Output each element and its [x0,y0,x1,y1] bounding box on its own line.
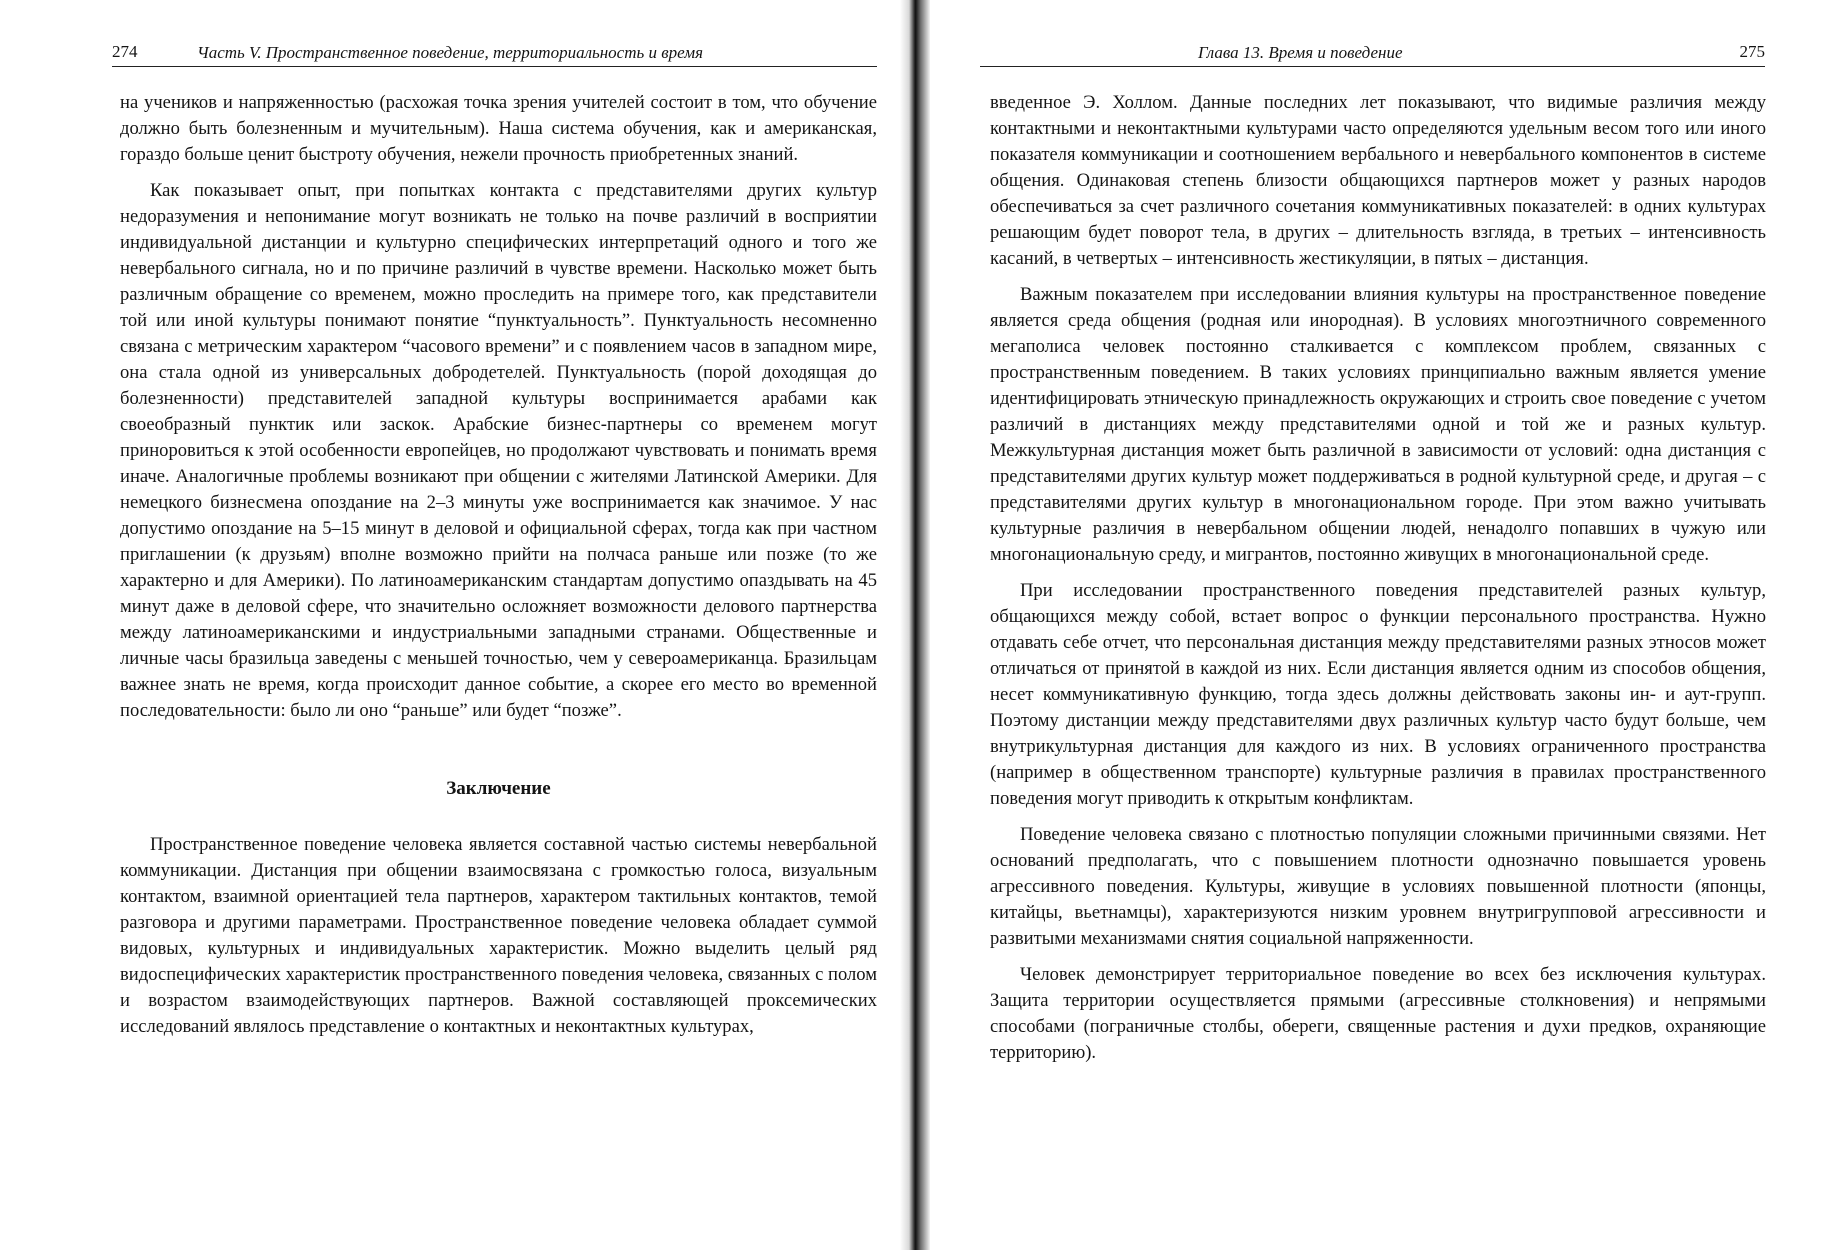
book-gutter [900,0,930,1250]
left-header-title: Часть V. Пространственное поведение, территориальность и время [197,43,703,62]
right-header-title: Глава 13. Время и поведение [1198,43,1403,62]
paragraph: на учеников и напряженностью (расхожая точка зрения учителей состоит в том, что обучение должно быть болезненным и мучительным). Наша система обучения, как и американская, гораздо больше ценит быстроту обучения, нежели прочность приобретенных знаний. [120,92,877,165]
right-page-number: 275 [1739,42,1765,61]
right-page [930,0,1831,1250]
paragraph: При исследовании пространственного поведения представителей разных культур, общающихся между собой, встает вопрос о функции персонального пространства. Нужно отдавать себе отчет, что персональная дистанция между представителями разных этносов может отличаться от принятой в каждой из них. Если дистанция является одним из способов общения, несет коммуникативную функцию, тогда здесь должны действовать законы ин- и аут-групп. Поэтому дистанции между представителями двух различных культур часто будут больше, чем внутрикультурная дистанция для каждого из них. В условиях ограниченного пространства (например в общественном транспорте) культурные различия в правилах пространственного поведения могут приводить к открытым конфликтам. [990,580,1766,809]
paragraph: Поведение человека связано с плотностью популяции сложными причинными связями. Нет оснований предполагать, что с повышением плотности однозначно повышается уровень агрессивного поведения. Культуры, живущие в условиях повышенной плотности (японцы, китайцы, вьетнамцы), характеризуются низким уровнем внутригрупповой агрессивности и развитыми механизмами снятия социальной напряженности. [990,824,1766,949]
right-page-body [990,90,1766,1066]
left-running-header [112,38,877,67]
right-running-header [980,38,1765,67]
paragraph: введенное Э. Холлом. Данные последних лет показывают, что видимые различия между контактными и неконтактными культурами часто определяются удельным весом того или иного показателя коммуникации и соотношением вербального и невербального компонентов в системе общения. Одинаковая степень близости общающихся партнеров может у разных народов обеспечиваться за счет различного сочетания коммуникативных показателей: в одних культурах решающим будет поворот тела, в других – длительность взгляда, в третьих – интенсивность касаний, в четвертых – интенсивность жестикуляции, в пятых – дистанция. [990,92,1766,269]
paragraph: Важным показателем при исследовании влияния культуры на пространственное поведение является среда общения (родная или инородная). В условиях многоэтничного современного мегаполиса человек постоянно сталкивается с комплексом проблем, связанных с пространственным поведением. В таких условиях принципиально важным является умение идентифицировать этническую принадлежность окружающих и строить свое поведение с учетом различий в дистанциях между представителями одной и той же и разных культур. Межкультурная дистанция может быть различной в зависимости от условий: одна дистанция с представителями других культур может поддерживаться в родной культурной среде, и другая – с представителями других культур в многонациональном городе. При этом важно учитывать культурные различия в невербальном общении людей, ненадолго попавших в чужую или многонациональную среду, и мигрантов, постоянно живущих в многонациональной среде. [990,284,1766,565]
paragraph: Пространственное поведение человека является составной частью системы невербальной коммуникации. Дистанция при общении взаимосвязана с громкостью голоса, визуальным контактом, взаимной ориентацией тела партнеров, характером тактильных контактов, темой разговора и другими параметрами. Пространственное поведение человека обладает суммой видовых, культурных и индивидуальных характеристик. Можно выделить целый ряд видоспецифических характеристик пространственного поведения человека, связанных с полом и возрастом взаимодействующих партнеров. Важной составляющей проксемических исследований являлось представление о контактных и неконтактных культурах, [120,834,877,1037]
left-page-body [120,90,877,1040]
paragraph: Как показывает опыт, при попытках контакта с представителями других культур недоразумения и непонимание могут возникать не только на почве различий в восприятии индивидуальной дистанции и культурно специфических интерпретаций одного и того же невербального сигнала, но и по причине различий в чувстве времени. Насколько может быть различным обращение со временем, можно проследить на примере того, как представители той или иной культуры понимают понятие “пунктуальность”. Пунктуальность несомненно связана с метрическим характером “часового времени” и с появлением часов в западном мире, она стала одной из универсальных добродетелей. Пунктуальность (порой доходящая до болезненности) представителей западной культуры воспринимается арабами как своеобразный пунктик или заскок. Арабские бизнес-партнеры со временем могут приноровиться к этой особенности европейцев, но продолжают чувствовать и понимать время иначе. Аналогичные проблемы возникают при общении с жителями Латинской Америки. Для немецкого бизнесмена опоздание на 2–3 минуты уже воспринимается как значимое. У нас допустимо опоздание на 5–15 минут в деловой и официальной сферах, тогда как при частном приглашении (к друзьям) вполне возможно прийти на полчаса раньше или позже (то же характерно и для Америки). По латиноамериканским стандартам допустимо опаздывать на 45 минут даже в деловой сфере, что значительно осложняет возможности делового партнерства между латиноамериканскими и индустриальными западными странами. Общественные и личные часы бразильца заведены с меньшей точностью, чем у североамериканца. Бразильцам важнее знать не время, когда происходит данное событие, а скорее его место во временной последовательности: было ли оно “раньше” или будет “позже”. [120,180,877,721]
left-page [0,0,900,1250]
section-heading: Заключение [446,778,551,799]
left-page-number: 274 [112,42,138,61]
paragraph: Человек демонстрирует территориальное поведение во всех без исключения культурах. Защита территории осуществляется прямыми (агрессивные столкновения) и непрямыми способами (пограничные столбы, обереги, священные растения и духи предков, охраняющие территорию). [990,964,1766,1063]
